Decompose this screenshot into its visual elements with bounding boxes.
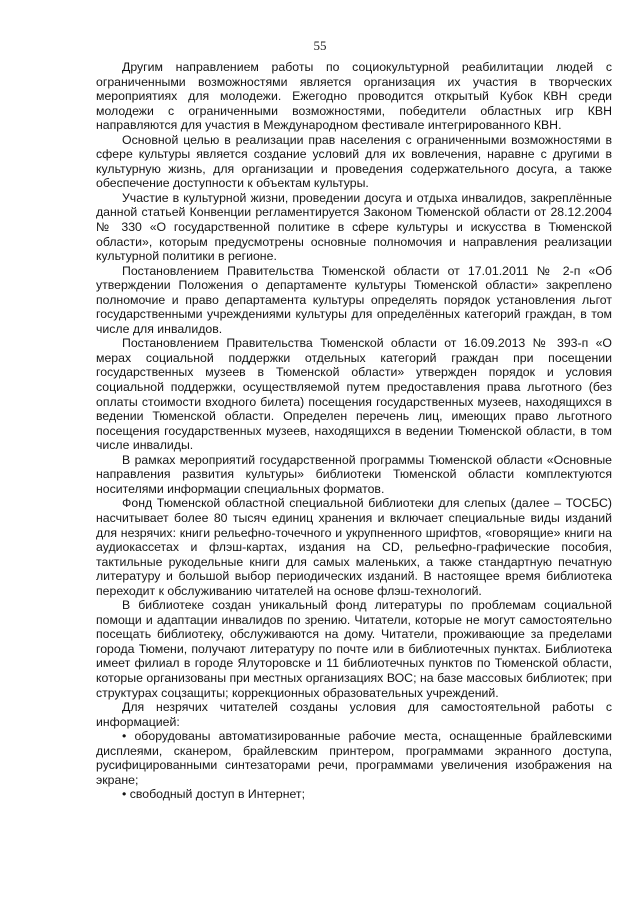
paragraph-blind-readers: Для незрячих читателей созданы условия для самостоятельной работы с информацией: — [96, 700, 612, 729]
paragraph-state-program: В рамках мероприятий государственной программы Тюменской области «Основные направления развития культуры» библиотеки Тюменской области комплектуются носителями информации специальных форматов. — [96, 452, 612, 496]
paragraph-law-330: Участие в культурной жизни, проведении досуга и отдыха инвалидов, закреплённые данной статьей Конвенции регламентируется Законом Тюменской области от 28.12.2004 № 330 «О государственной политике в сфере культуры и искусства в Тюменской области», которым предусмотрены основные полномочия и направления реализации культурной политики в регионе. — [96, 190, 612, 264]
page-number: 55 — [313, 38, 327, 53]
paragraph-tosbs-fund: Фонд Тюменской областной специальной библиотеки для слепых (далее – ТОСБС) насчитывает более 80 тысяч единиц хранения и включает специальные виды изданий для незрячих: книги рельефно-точечного и укрупненного шрифтов, «говорящие» книги на аудиокассетах и флэш-картах, издания на CD, рельефно-графические пособия, тактильные рукодельные книги для самых маленьких, а также стандартную печатную литературу и большой выбор периодических изданий. В настоящее время библиотека переходит к обслуживанию читателей на основе флэш-технологий. — [96, 496, 612, 598]
paragraph-kvn: Другим направлением работы по социокультурной реабилитации людей с ограниченными возможностями является организация их участия в творческих мероприятиях для молодежи. Ежегодно проводится открытый Кубок КВН среди молодежи с ограниченными возможностями, победители областных игр КВН направляются для участия в Международном фестивале интегрированного КВН. — [96, 60, 612, 133]
bullet-internet: • свободный доступ в Интернет; — [122, 787, 305, 802]
paragraph-decree-393p: Постановлением Правительства Тюменской области от 16.09.2013 № 393-п «О мерах социальной поддержки отдельных категорий граждан при посещении государственных музеев в Тюменской области» утвержден порядок и условия социальной поддержки, осуществляемой путем предоставления права льготного (без оплаты стоимости входного билета) посещения государственных музеев, находящихся в ведении Тюменской области. Определен перечень лиц, имеющих право льготного посещения государственных музеев, находящихся в ведении Тюменской области, в том числе инвалиды. — [96, 336, 612, 453]
paragraph-library-services: В библиотеке создан уникальный фонд литературы по проблемам социальной помощи и адаптации инвалидов по зрению. Читатели, которые не могут самостоятельно посещать библиотеку, обслуживаются на дому. Читатели, проживающие за пределами города Тюмени, получают литературу по почте или в библиотечных пунктах. Библиотека имеет филиал в городе Ялуторовске и 11 библиотечных пунктов по Тюменской области, которые организованы при местных организациях ВОС; на базе массовых библиотек; при структурах соцзащиты; коррекционных образовательных учреждений. — [96, 598, 612, 700]
document-body — [96, 60, 612, 802]
bullet-workstations: • оборудованы автоматизированные рабочие места, оснащенные брайлевскими дисплеями, сканером, брайлевским принтером, программами экранного доступа, русифицированными синтезаторами речи, программами увеличения изображения на экране; — [96, 729, 612, 787]
paragraph-decree-2p: Постановлением Правительства Тюменской области от 17.01.2011 № 2-п «Об утверждении Положения о департаменте культуры Тюменской области» закреплено полномочие и право департамента культуры определять порядок установления льгот государственными учреждениями культуры для определённых категорий граждан, в том числе для инвалидов. — [96, 263, 612, 336]
paragraph-goal: Основной целью в реализации прав населения с ограниченными возможностями в сфере культуры является создание условий для их вовлечения, наравне с другими в культурную жизнь, для организации и проведения содержательного досуга, а также обеспечение доступности к объектам культуры. — [96, 132, 612, 191]
